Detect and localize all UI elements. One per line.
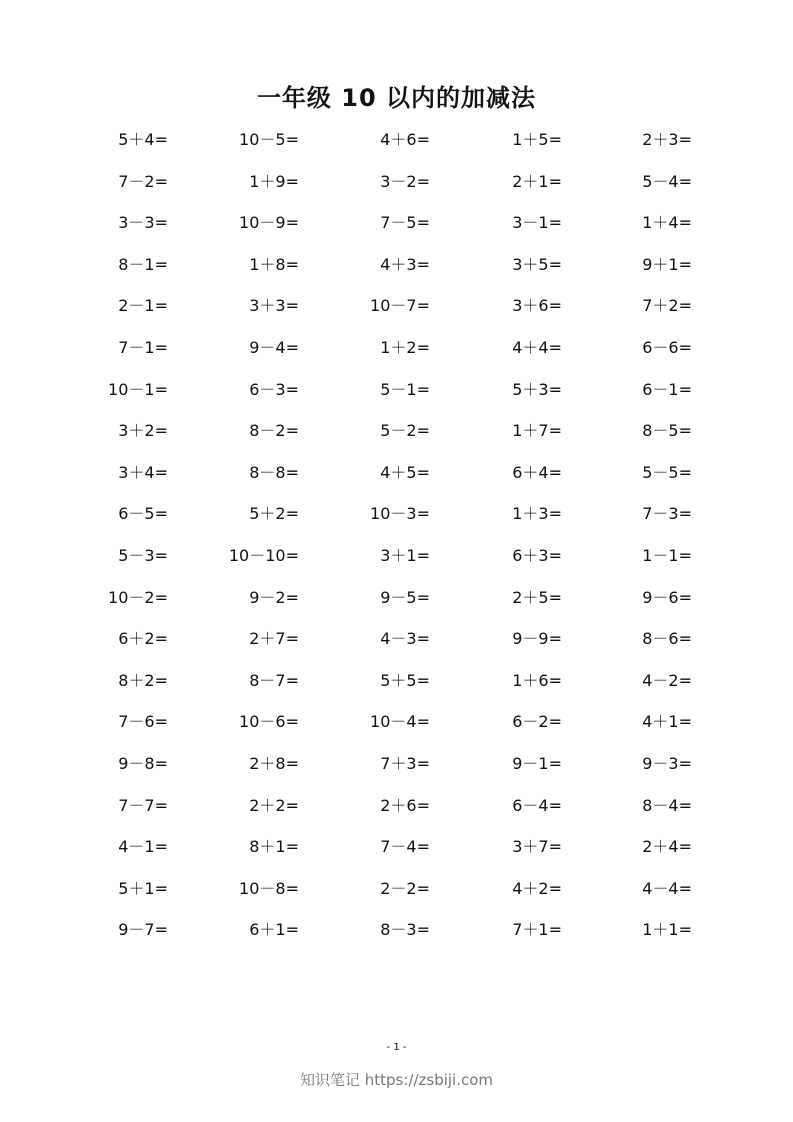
problem-grid <box>0 120 793 952</box>
problem: 5＋3= <box>512 379 562 399</box>
problem: 1＋9= <box>249 171 299 191</box>
problem: 6－4= <box>512 795 562 815</box>
problem: 8－5= <box>642 421 692 441</box>
page-title: 一年级 10 以内的加减法 <box>256 84 537 112</box>
problem: 10－8= <box>239 878 299 898</box>
problem-row <box>0 245 793 287</box>
problem: 9＋1= <box>642 254 692 274</box>
problem: 8－1= <box>118 254 168 274</box>
problem: 1－1= <box>642 545 692 565</box>
problem: 8－6= <box>642 629 692 649</box>
problem: 10－4= <box>370 712 430 732</box>
problem: 2－1= <box>118 296 168 316</box>
problem: 4＋4= <box>512 337 562 357</box>
problem: 7－6= <box>118 712 168 732</box>
problem: 7－3= <box>642 504 692 524</box>
problem: 7－5= <box>380 213 430 233</box>
problem: 5－5= <box>642 462 692 482</box>
problem: 10－10= <box>228 545 299 565</box>
problem-row <box>0 494 793 536</box>
problem-row <box>0 786 793 828</box>
problem-row <box>0 869 793 911</box>
footer-watermark: 知识笔记 https://zsbiji.com <box>299 1071 494 1089</box>
problem: 6－2= <box>512 712 562 732</box>
problem-row <box>0 162 793 204</box>
problem: 3－3= <box>118 213 168 233</box>
problem-row <box>0 120 793 162</box>
problem: 5－3= <box>118 545 168 565</box>
problem: 1＋4= <box>642 213 692 233</box>
problem: 4－2= <box>642 670 692 690</box>
problem: 1＋7= <box>512 421 562 441</box>
problem: 6－5= <box>118 504 168 524</box>
problem: 7＋2= <box>642 296 692 316</box>
problem-row <box>0 661 793 703</box>
problem-row <box>0 536 793 578</box>
problem: 7－2= <box>118 171 168 191</box>
problem: 5＋2= <box>249 504 299 524</box>
problem: 2＋8= <box>249 753 299 773</box>
problem-row <box>0 578 793 620</box>
problem: 9－3= <box>642 753 692 773</box>
problem: 8－8= <box>249 462 299 482</box>
problem: 1＋1= <box>642 920 692 940</box>
problem: 1＋5= <box>512 130 562 149</box>
problem: 8＋2= <box>118 670 168 690</box>
problem: 5＋1= <box>118 878 168 898</box>
problem: 5＋5= <box>380 670 430 690</box>
problem-row <box>0 411 793 453</box>
problem: 3＋2= <box>118 421 168 441</box>
problem: 3＋3= <box>249 296 299 316</box>
problem: 3＋1= <box>380 545 430 565</box>
problem-row <box>0 827 793 869</box>
problem-row <box>0 203 793 245</box>
problem: 10－6= <box>239 712 299 732</box>
problem: 7＋1= <box>512 920 562 940</box>
problem: 9－1= <box>512 753 562 773</box>
problem: 8－3= <box>380 920 430 940</box>
problem: 5－2= <box>380 421 430 441</box>
problem: 10－1= <box>108 379 168 399</box>
problem: 9－9= <box>512 629 562 649</box>
problem-row <box>0 286 793 328</box>
problem: 4＋2= <box>512 878 562 898</box>
problem: 1＋3= <box>512 504 562 524</box>
problem: 9－8= <box>118 753 168 773</box>
problem-row <box>0 702 793 744</box>
problem: 2＋3= <box>642 130 692 149</box>
problem: 10－2= <box>108 587 168 607</box>
problem: 6－6= <box>642 337 692 357</box>
problem: 1＋8= <box>249 254 299 274</box>
problem-row <box>0 744 793 786</box>
problem: 3＋7= <box>512 837 562 857</box>
problem: 3＋4= <box>118 462 168 482</box>
problem: 1＋6= <box>512 670 562 690</box>
problem-row <box>0 453 793 495</box>
problem: 3＋5= <box>512 254 562 274</box>
problem: 2＋4= <box>642 837 692 857</box>
problem: 4－4= <box>642 878 692 898</box>
problem-row <box>0 910 793 952</box>
problem: 3－1= <box>512 213 562 233</box>
page-number: - 1 - <box>386 1042 407 1053</box>
problem: 4＋3= <box>380 254 430 274</box>
problem: 9－4= <box>249 337 299 357</box>
problem: 9－6= <box>642 587 692 607</box>
problem: 4－3= <box>380 629 430 649</box>
problem: 5－4= <box>642 171 692 191</box>
problem: 7＋3= <box>380 753 430 773</box>
problem: 4＋5= <box>380 462 430 482</box>
problem: 8＋1= <box>249 837 299 857</box>
problem: 2＋1= <box>512 171 562 191</box>
problem: 6＋2= <box>118 629 168 649</box>
problem: 9－5= <box>380 587 430 607</box>
problem: 7－4= <box>380 837 430 857</box>
problem: 7－7= <box>118 795 168 815</box>
problem: 3－2= <box>380 171 430 191</box>
problem: 5－1= <box>380 379 430 399</box>
problem: 9－2= <box>249 587 299 607</box>
problem: 1＋2= <box>380 337 430 357</box>
problem: 6＋4= <box>512 462 562 482</box>
problem: 4＋6= <box>380 130 430 149</box>
problem: 6＋3= <box>512 545 562 565</box>
problem: 10－3= <box>370 504 430 524</box>
problem-row <box>0 370 793 412</box>
problem: 2－2= <box>380 878 430 898</box>
problem: 4－1= <box>118 837 168 857</box>
problem: 2＋7= <box>249 629 299 649</box>
problem: 10－5= <box>239 130 299 149</box>
problem: 6－3= <box>249 379 299 399</box>
problem: 2＋2= <box>249 795 299 815</box>
problem: 7－1= <box>118 337 168 357</box>
problem-row <box>0 328 793 370</box>
problem: 8－7= <box>249 670 299 690</box>
problem: 5＋4= <box>118 130 168 149</box>
problem: 8－2= <box>249 421 299 441</box>
problem: 4＋1= <box>642 712 692 732</box>
problem: 9－7= <box>118 920 168 940</box>
problem: 2＋6= <box>380 795 430 815</box>
problem: 8－4= <box>642 795 692 815</box>
problem: 10－9= <box>239 213 299 233</box>
problem: 10－7= <box>370 296 430 316</box>
problem: 3＋6= <box>512 296 562 316</box>
problem: 2＋5= <box>512 587 562 607</box>
problem: 6－1= <box>642 379 692 399</box>
problem: 6＋1= <box>249 920 299 940</box>
problem-row <box>0 619 793 661</box>
